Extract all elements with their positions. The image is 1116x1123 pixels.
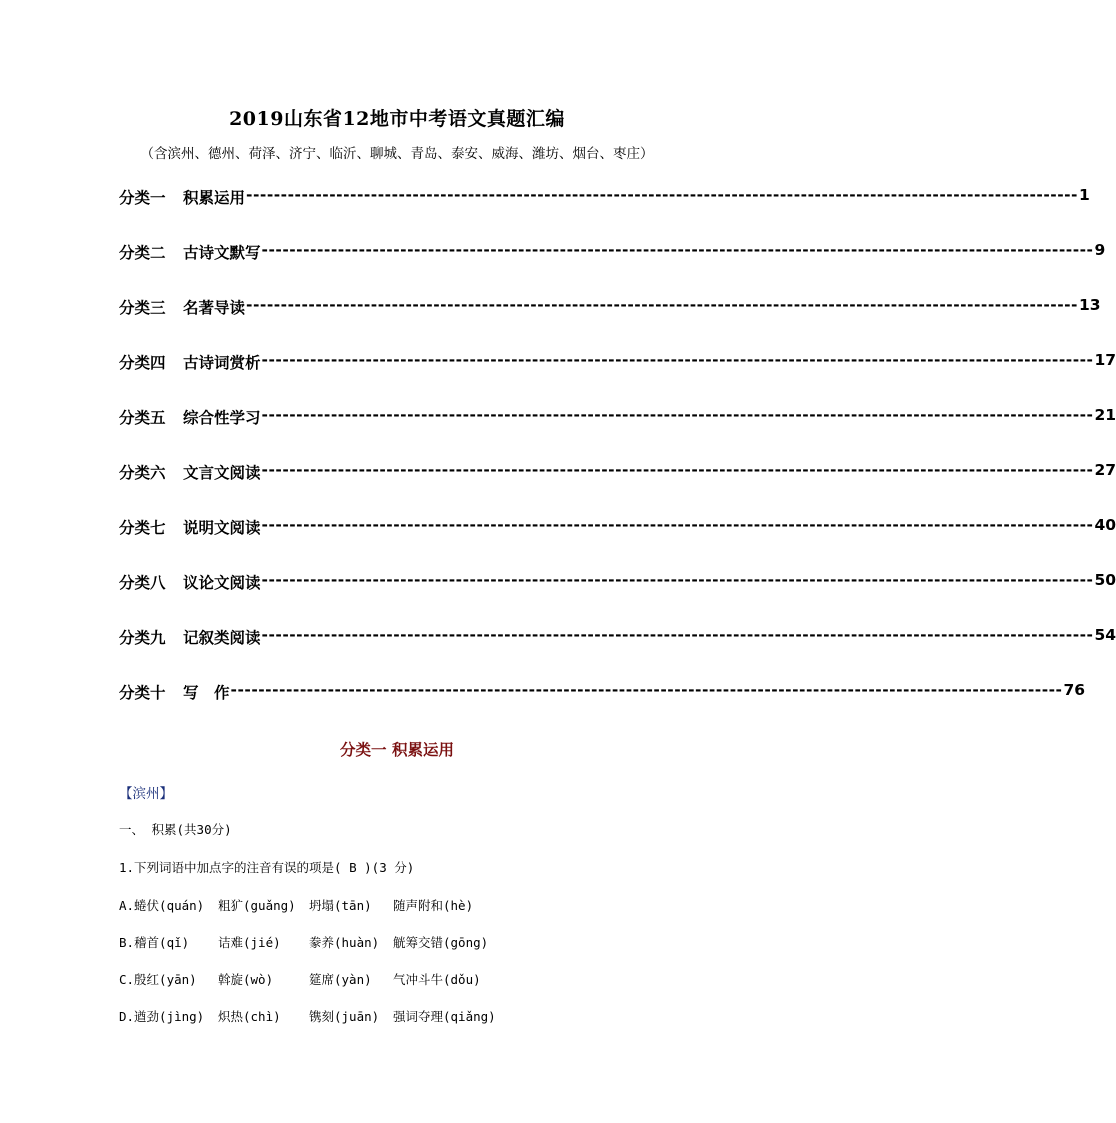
answer-option-term: 炽热(chì)	[218, 1009, 281, 1024]
answer-option-term: 随声附和(hè)	[393, 898, 474, 913]
toc-dot-leader: ------------------------------------------------------------------------------------------------------------------------	[261, 626, 1094, 644]
toc-dot-leader: ------------------------------------------------------------------------------------------------------------------------	[261, 516, 1094, 534]
toc-entry-page: 50	[1094, 571, 1116, 589]
toc-entry-page: 1	[1079, 186, 1090, 204]
table-of-contents	[119, 186, 1116, 736]
toc-entry-name: 积累运用	[183, 189, 246, 207]
answer-option-term: 斡旋(wò)	[218, 972, 274, 987]
toc-entry-page: 76	[1063, 681, 1086, 699]
toc-entry[interactable]	[119, 241, 1106, 296]
section-heading: 分类一 积累运用	[340, 741, 454, 759]
toc-entry-page: 13	[1079, 296, 1101, 314]
toc-entry-label: 分类九	[119, 629, 166, 647]
toc-entry[interactable]	[119, 681, 1086, 736]
answer-option-term: 筵席(yàn)	[309, 972, 372, 987]
region-label: 【滨州】	[119, 786, 173, 802]
toc-entry-page: 27	[1094, 461, 1116, 479]
toc-entry-name: 写 作	[183, 684, 230, 702]
toc-entry-name: 说明文阅读	[183, 519, 261, 537]
toc-entry-label: 分类一	[119, 189, 166, 207]
toc-entry-label: 分类七	[119, 519, 166, 537]
toc-entry-name: 记叙类阅读	[183, 629, 261, 647]
toc-entry-label: 分类八	[119, 574, 166, 592]
answer-option-term: 强词夺理(qiǎng)	[393, 1009, 496, 1024]
toc-entry-label: 分类五	[119, 409, 166, 427]
answer-option-term: A.蜷伏(quán)	[119, 898, 205, 913]
toc-entry-page: 17	[1094, 351, 1116, 369]
toc-dot-leader: ------------------------------------------------------------------------------------------------------------------------	[261, 241, 1094, 259]
toc-entry-label: 分类六	[119, 464, 166, 482]
answer-option-term: 坍塌(tān)	[309, 898, 372, 913]
toc-entry[interactable]	[119, 296, 1101, 351]
toc-entry-name: 名著导读	[183, 299, 246, 317]
question-text: 1.下列词语中加点字的注音有误的项是( B )(3 分)	[119, 860, 415, 875]
toc-entry[interactable]	[119, 186, 1090, 241]
answer-option-row	[119, 896, 473, 914]
answer-option-row	[119, 1007, 496, 1025]
toc-entry-label: 分类十	[119, 684, 166, 702]
answer-option-term: 气冲斗牛(dǒu)	[393, 972, 481, 987]
toc-dot-leader: ------------------------------------------------------------------------------------------------------------------------	[246, 186, 1078, 204]
toc-dot-leader: ------------------------------------------------------------------------------------------------------------------------	[261, 571, 1094, 589]
toc-entry-label: 分类三	[119, 299, 166, 317]
answer-option-term: C.殷红(yān)	[119, 972, 197, 987]
toc-entry[interactable]	[119, 351, 1116, 406]
toc-entry-name: 综合性学习	[183, 409, 261, 427]
toc-entry-name: 文言文阅读	[183, 464, 261, 482]
toc-dot-leader: ------------------------------------------------------------------------------------------------------------------------	[261, 406, 1094, 424]
answer-option-row	[119, 970, 481, 988]
toc-dot-leader: ------------------------------------------------------------------------------------------------------------------------	[246, 296, 1078, 314]
toc-entry-page: 9	[1094, 241, 1106, 259]
toc-entry-label: 分类四	[119, 354, 166, 372]
answer-option-term: D.遒劲(jìng)	[119, 1009, 205, 1024]
part-title: 一、 积累(共30分)	[119, 822, 232, 837]
answer-option-term: 觥筹交错(gōng)	[393, 935, 489, 950]
toc-entry-name: 古诗词赏析	[183, 354, 261, 372]
toc-entry-name: 古诗文默写	[183, 244, 261, 262]
document-subtitle: （含滨州、德州、荷泽、济宁、临沂、聊城、青岛、泰安、威海、潍坊、烟台、枣庄）	[140, 146, 654, 162]
toc-dot-leader: ------------------------------------------------------------------------------------------------------------------------	[230, 681, 1063, 699]
answer-option-term: 粗犷(guǎng)	[218, 898, 296, 913]
answer-option-term: 豢养(huàn)	[309, 935, 380, 950]
toc-dot-leader: ------------------------------------------------------------------------------------------------------------------------	[261, 461, 1094, 479]
toc-entry-page: 54	[1094, 626, 1116, 644]
toc-entry[interactable]	[119, 626, 1116, 681]
answer-option-term: B.稽首(qǐ)	[119, 935, 190, 950]
toc-entry[interactable]	[119, 461, 1116, 516]
answer-option-row	[119, 933, 488, 951]
document-title: 2019山东省12地市中考语文真题汇编	[229, 108, 565, 130]
toc-entry-label: 分类二	[119, 244, 166, 262]
toc-entry[interactable]	[119, 516, 1116, 571]
toc-dot-leader: ------------------------------------------------------------------------------------------------------------------------	[261, 351, 1094, 369]
toc-entry-page: 40	[1094, 516, 1116, 534]
toc-entry[interactable]	[119, 571, 1116, 626]
toc-entry-page: 21	[1094, 406, 1116, 424]
answer-option-term: 镌刻(juān)	[309, 1009, 380, 1024]
answer-option-term: 诘难(jié)	[218, 935, 281, 950]
toc-entry-name: 议论文阅读	[183, 574, 261, 592]
toc-entry[interactable]	[119, 406, 1116, 461]
